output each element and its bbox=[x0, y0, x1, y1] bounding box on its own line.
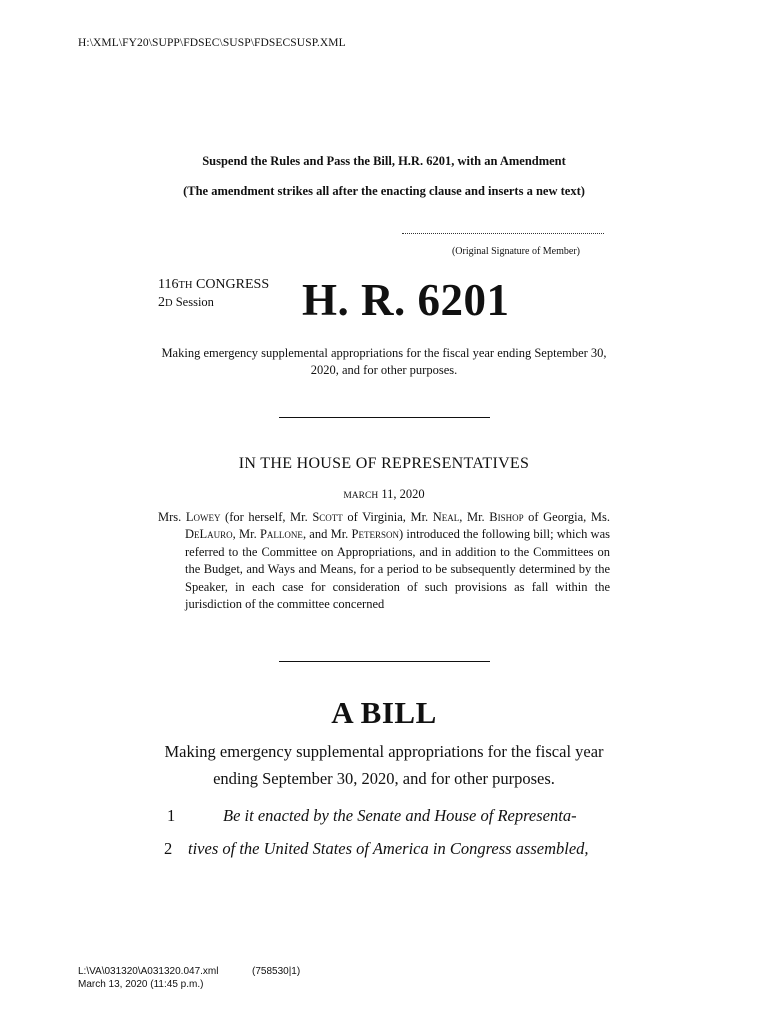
divider-rule bbox=[279, 417, 490, 418]
house-heading: IN THE HOUSE OF REPRESENTATIVES bbox=[238, 455, 530, 472]
bill-number: H. R. 6201 bbox=[302, 275, 510, 325]
congress-session bbox=[158, 277, 269, 312]
enacting-line-2 bbox=[164, 839, 589, 859]
footer-timestamp: March 13, 2020 (11:45 p.m.) bbox=[78, 979, 204, 990]
enacting-clause-text: tives of the United States of America in Congress assembled, bbox=[188, 839, 589, 858]
footer-file: L:\VA\031320\A031320.047.xml bbox=[78, 966, 219, 977]
enacting-line-1 bbox=[167, 806, 577, 826]
signature-label: (Original Signature of Member) bbox=[451, 246, 580, 257]
signature-line bbox=[402, 225, 604, 234]
introduction-date: MARCH 11, 2020 bbox=[343, 487, 425, 501]
bill-short-purpose: Making emergency supplemental appropriations for the fiscal year ending September 30, 2020, and for other purposes. bbox=[161, 346, 607, 377]
line-number: 2 bbox=[164, 839, 173, 858]
line-number: 1 bbox=[167, 806, 176, 825]
footer bbox=[78, 965, 301, 991]
a-bill-heading: A BILL bbox=[331, 695, 437, 730]
footer-code: (758530|1) bbox=[252, 966, 301, 977]
congress-line: 116TH CONGRESS bbox=[158, 277, 270, 292]
amendment-note: (The amendment strikes all after the enacting clause and inserts a new text) bbox=[183, 184, 585, 198]
divider-rule bbox=[279, 661, 490, 662]
enacting-clause-text: Be it enacted by the Senate and House of Representa- bbox=[223, 806, 577, 825]
document-title: Suspend the Rules and Pass the Bill, H.R. 6201, with an Amendment bbox=[202, 154, 566, 168]
session-line: 2D Session bbox=[158, 295, 214, 310]
introduction-paragraph: Mrs. Lowey (for herself, Mr. Scott of Virginia, Mr. Neal, Mr. Bishop of Georgia, Ms. DeLauro, Mr. Pallone, and Mr. Peterson) introduced the following bill; which was referred to the Committee on Appropriations, and in addition to the Committees on the Budget, and Ways and Means, for a period to be subsequently determined by the Speaker, in each case for consideration of such provisions as fall within the jurisdiction of the committee concerned bbox=[158, 510, 610, 612]
file-path: H:\XML\FY20\SUPP\FDSEC\SUSP\FDSECSUSP.XML bbox=[78, 37, 346, 49]
bill-long-title: Making emergency supplemental appropriations for the fiscal year ending September 30, 2020, and for other purposes. bbox=[164, 742, 604, 788]
